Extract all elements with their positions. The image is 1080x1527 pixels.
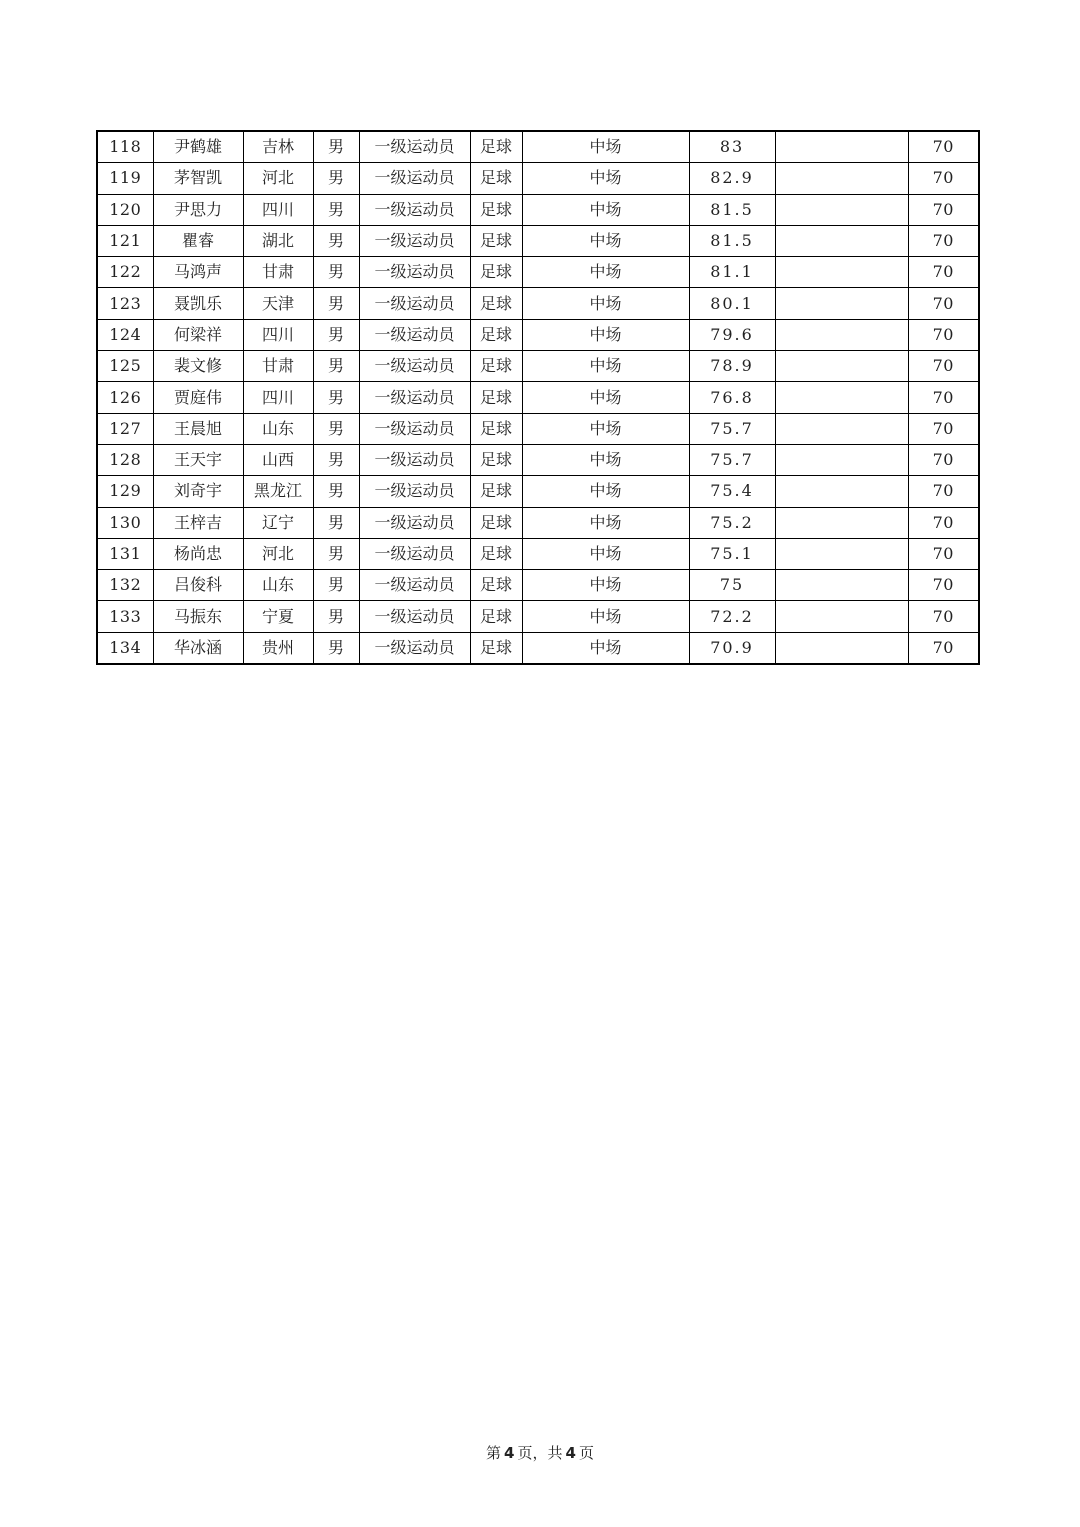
- cell-province: 四川: [243, 194, 313, 225]
- cell-final-score: 70: [908, 257, 979, 288]
- cell-number: 126: [97, 382, 153, 413]
- cell-province: 山东: [243, 413, 313, 444]
- table-row: [97, 194, 979, 225]
- cell-gender: 男: [313, 601, 359, 632]
- cell-gender: 男: [313, 288, 359, 319]
- cell-province: 天津: [243, 288, 313, 319]
- cell-gender: 男: [313, 194, 359, 225]
- cell-gender: 男: [313, 257, 359, 288]
- table-row: [97, 351, 979, 382]
- cell-sport: 足球: [470, 288, 522, 319]
- cell-final-score: 70: [908, 507, 979, 538]
- cell-gender: 男: [313, 632, 359, 664]
- cell-score: 79.6: [689, 319, 775, 350]
- cell-province: 四川: [243, 382, 313, 413]
- cell-sport: 足球: [470, 507, 522, 538]
- cell-position: 中场: [522, 476, 689, 507]
- athlete-table-body: [97, 131, 979, 664]
- table-row: [97, 601, 979, 632]
- cell-name: 茅智凯: [153, 163, 243, 194]
- cell-province: 甘肃: [243, 257, 313, 288]
- cell-province: 山东: [243, 570, 313, 601]
- cell-level: 一级运动员: [359, 131, 470, 163]
- cell-number: 125: [97, 351, 153, 382]
- cell-score: 81.5: [689, 225, 775, 256]
- table-row: [97, 413, 979, 444]
- footer-middle: 页，共: [517, 1444, 563, 1462]
- cell-position: 中场: [522, 131, 689, 163]
- cell-position: 中场: [522, 351, 689, 382]
- cell-position: 中场: [522, 225, 689, 256]
- cell-score: 80.1: [689, 288, 775, 319]
- table-row: [97, 507, 979, 538]
- cell-final-score: 70: [908, 163, 979, 194]
- cell-number: 131: [97, 538, 153, 569]
- cell-province: 河北: [243, 538, 313, 569]
- footer-suffix: 页: [578, 1444, 594, 1462]
- cell-province: 宁夏: [243, 601, 313, 632]
- cell-name: 马鸿声: [153, 257, 243, 288]
- cell-sport: 足球: [470, 194, 522, 225]
- cell-sport: 足球: [470, 570, 522, 601]
- cell-score: 72.2: [689, 601, 775, 632]
- cell-level: 一级运动员: [359, 194, 470, 225]
- cell-gender: 男: [313, 351, 359, 382]
- table-row: [97, 632, 979, 664]
- cell-position: 中场: [522, 413, 689, 444]
- table-row: [97, 382, 979, 413]
- page-footer: [0, 1442, 1080, 1463]
- cell-gender: 男: [313, 538, 359, 569]
- cell-position: 中场: [522, 601, 689, 632]
- cell-score: 81.1: [689, 257, 775, 288]
- table-row: [97, 319, 979, 350]
- cell-province: 贵州: [243, 632, 313, 664]
- cell-name: 尹思力: [153, 194, 243, 225]
- cell-name: 贾庭伟: [153, 382, 243, 413]
- cell-level: 一级运动员: [359, 538, 470, 569]
- cell-name: 吕俊科: [153, 570, 243, 601]
- cell-number: 119: [97, 163, 153, 194]
- cell-name: 何梁祥: [153, 319, 243, 350]
- cell-level: 一级运动员: [359, 225, 470, 256]
- cell-score: 75.4: [689, 476, 775, 507]
- cell-sport: 足球: [470, 351, 522, 382]
- cell-position: 中场: [522, 194, 689, 225]
- cell-province: 四川: [243, 319, 313, 350]
- athlete-table: [96, 130, 980, 665]
- cell-sport: 足球: [470, 225, 522, 256]
- footer-prefix: 第: [486, 1444, 502, 1462]
- table-row: [97, 257, 979, 288]
- cell-number: 134: [97, 632, 153, 664]
- cell-province: 河北: [243, 163, 313, 194]
- cell-note: [775, 382, 908, 413]
- cell-name: 刘奇宇: [153, 476, 243, 507]
- table-row: [97, 538, 979, 569]
- cell-score: 70.9: [689, 632, 775, 664]
- cell-note: [775, 163, 908, 194]
- cell-name: 王晨旭: [153, 413, 243, 444]
- cell-level: 一级运动员: [359, 288, 470, 319]
- cell-note: [775, 194, 908, 225]
- cell-name: 裴文修: [153, 351, 243, 382]
- cell-province: 山西: [243, 444, 313, 475]
- cell-gender: 男: [313, 413, 359, 444]
- cell-note: [775, 538, 908, 569]
- cell-name: 杨尚忠: [153, 538, 243, 569]
- cell-level: 一级运动员: [359, 570, 470, 601]
- cell-level: 一级运动员: [359, 319, 470, 350]
- cell-number: 132: [97, 570, 153, 601]
- cell-number: 129: [97, 476, 153, 507]
- cell-number: 128: [97, 444, 153, 475]
- cell-note: [775, 444, 908, 475]
- cell-position: 中场: [522, 507, 689, 538]
- table-row: [97, 570, 979, 601]
- cell-score: 75: [689, 570, 775, 601]
- cell-position: 中场: [522, 632, 689, 664]
- table-row: [97, 476, 979, 507]
- cell-score: 82.9: [689, 163, 775, 194]
- cell-level: 一级运动员: [359, 257, 470, 288]
- cell-gender: 男: [313, 319, 359, 350]
- cell-province: 辽宁: [243, 507, 313, 538]
- cell-level: 一级运动员: [359, 507, 470, 538]
- cell-position: 中场: [522, 538, 689, 569]
- cell-province: 湖北: [243, 225, 313, 256]
- cell-name: 王天宇: [153, 444, 243, 475]
- cell-gender: 男: [313, 225, 359, 256]
- cell-gender: 男: [313, 570, 359, 601]
- cell-number: 118: [97, 131, 153, 163]
- cell-score: 75.1: [689, 538, 775, 569]
- cell-final-score: 70: [908, 632, 979, 664]
- cell-position: 中场: [522, 382, 689, 413]
- cell-sport: 足球: [470, 382, 522, 413]
- cell-score: 76.8: [689, 382, 775, 413]
- cell-note: [775, 319, 908, 350]
- table-row: [97, 131, 979, 163]
- cell-number: 121: [97, 225, 153, 256]
- cell-sport: 足球: [470, 476, 522, 507]
- cell-score: 83: [689, 131, 775, 163]
- cell-note: [775, 351, 908, 382]
- cell-number: 120: [97, 194, 153, 225]
- cell-name: 聂凯乐: [153, 288, 243, 319]
- cell-level: 一级运动员: [359, 163, 470, 194]
- cell-gender: 男: [313, 476, 359, 507]
- cell-sport: 足球: [470, 413, 522, 444]
- cell-final-score: 70: [908, 194, 979, 225]
- cell-final-score: 70: [908, 225, 979, 256]
- cell-final-score: 70: [908, 351, 979, 382]
- cell-province: 吉林: [243, 131, 313, 163]
- cell-level: 一级运动员: [359, 413, 470, 444]
- cell-note: [775, 413, 908, 444]
- cell-level: 一级运动员: [359, 476, 470, 507]
- cell-final-score: 70: [908, 476, 979, 507]
- cell-position: 中场: [522, 163, 689, 194]
- cell-note: [775, 131, 908, 163]
- cell-name: 王梓吉: [153, 507, 243, 538]
- cell-gender: 男: [313, 131, 359, 163]
- cell-number: 127: [97, 413, 153, 444]
- cell-level: 一级运动员: [359, 601, 470, 632]
- cell-position: 中场: [522, 319, 689, 350]
- cell-position: 中场: [522, 570, 689, 601]
- cell-score: 75.2: [689, 507, 775, 538]
- cell-sport: 足球: [470, 632, 522, 664]
- cell-sport: 足球: [470, 257, 522, 288]
- cell-level: 一级运动员: [359, 351, 470, 382]
- cell-score: 75.7: [689, 413, 775, 444]
- cell-name: 马振东: [153, 601, 243, 632]
- cell-note: [775, 476, 908, 507]
- table-row: [97, 288, 979, 319]
- cell-sport: 足球: [470, 131, 522, 163]
- cell-level: 一级运动员: [359, 444, 470, 475]
- cell-gender: 男: [313, 444, 359, 475]
- cell-note: [775, 601, 908, 632]
- cell-sport: 足球: [470, 163, 522, 194]
- cell-final-score: 70: [908, 444, 979, 475]
- cell-note: [775, 507, 908, 538]
- cell-number: 133: [97, 601, 153, 632]
- cell-note: [775, 257, 908, 288]
- cell-province: 甘肃: [243, 351, 313, 382]
- cell-score: 78.9: [689, 351, 775, 382]
- cell-sport: 足球: [470, 601, 522, 632]
- cell-name: 瞿睿: [153, 225, 243, 256]
- cell-final-score: 70: [908, 131, 979, 163]
- cell-sport: 足球: [470, 319, 522, 350]
- cell-note: [775, 288, 908, 319]
- cell-position: 中场: [522, 257, 689, 288]
- footer-page-number: 4: [504, 1444, 515, 1462]
- cell-number: 124: [97, 319, 153, 350]
- cell-position: 中场: [522, 444, 689, 475]
- cell-final-score: 70: [908, 288, 979, 319]
- cell-gender: 男: [313, 507, 359, 538]
- table-row: [97, 225, 979, 256]
- cell-position: 中场: [522, 288, 689, 319]
- cell-province: 黑龙江: [243, 476, 313, 507]
- cell-sport: 足球: [470, 444, 522, 475]
- footer-total-pages: 4: [565, 1444, 576, 1462]
- cell-level: 一级运动员: [359, 632, 470, 664]
- cell-score: 75.7: [689, 444, 775, 475]
- cell-final-score: 70: [908, 382, 979, 413]
- cell-number: 122: [97, 257, 153, 288]
- cell-final-score: 70: [908, 601, 979, 632]
- cell-sport: 足球: [470, 538, 522, 569]
- cell-final-score: 70: [908, 319, 979, 350]
- cell-gender: 男: [313, 382, 359, 413]
- cell-number: 130: [97, 507, 153, 538]
- cell-level: 一级运动员: [359, 382, 470, 413]
- cell-number: 123: [97, 288, 153, 319]
- cell-name: 尹鹤雄: [153, 131, 243, 163]
- cell-name: 华冰涵: [153, 632, 243, 664]
- cell-note: [775, 225, 908, 256]
- table-row: [97, 163, 979, 194]
- cell-final-score: 70: [908, 413, 979, 444]
- cell-gender: 男: [313, 163, 359, 194]
- cell-note: [775, 570, 908, 601]
- cell-final-score: 70: [908, 570, 979, 601]
- cell-score: 81.5: [689, 194, 775, 225]
- cell-final-score: 70: [908, 538, 979, 569]
- table-row: [97, 444, 979, 475]
- cell-note: [775, 632, 908, 664]
